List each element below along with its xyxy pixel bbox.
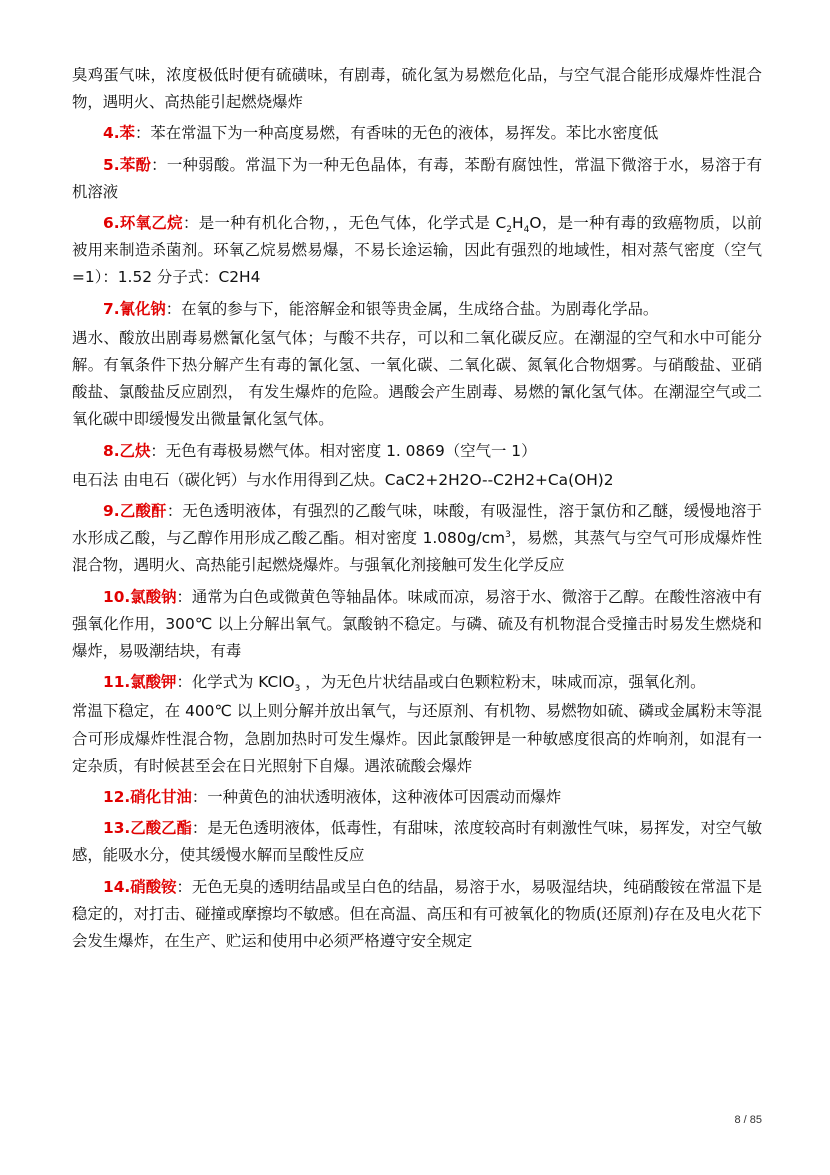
- item-heading: 11.氯酸钾: [103, 673, 177, 692]
- item-heading: 9.乙酸酐: [103, 502, 167, 521]
- item-heading: 10.氯酸钠: [103, 587, 177, 606]
- item-potassium-chlorate-extra: 常温下稳定，在 400℃ 以上则分解并放出氧气，与还原剂、有机物、易燃物如硫、磷或金属粉末等混合可形成爆炸性混合物，急剧加热时可发生爆炸。因此氯酸钾是一种敏感度很高的炸响剂，如混有一定杂质，有时候甚至会在日光照射下自爆。遇浓硫酸会爆炸: [72, 702, 762, 775]
- item-body: ：无色无臭的透明结晶或呈白色的结晶，易溶于水，易吸湿结块，纯硝酸铵在常温下是稳定的，对打击、碰撞或摩擦均不敏感。但在高温、高压和有可被氧化的物质(还原剂)存在及电火花下会发生爆炸，在生产、贮运和使用中必须严格遵守安全规定: [72, 877, 762, 951]
- unit-superscript: 3: [505, 530, 511, 541]
- item-body: ：化学式为 KClO: [176, 673, 295, 692]
- item-body: ：无色透明液体，有强烈的乙酸气味，味酸，有吸湿性，溶于氯仿和乙醚，缓慢地溶于水形成乙酸，与乙醇作用形成乙酸乙酯。相对密度 1.080g/cm: [72, 502, 762, 548]
- item-acetylene-extra: 电石法 由电石（碳化钙）与水作用得到乙炔。CaC2+2H2O--C2H2+Ca(OH)2: [72, 470, 614, 489]
- item-heading: 7.氰化钠: [103, 299, 166, 318]
- formula-subscript: 3: [294, 684, 301, 695]
- formula-subscript: 4: [523, 225, 530, 236]
- item-sodium-chlorate: [72, 584, 762, 666]
- item-body: ：无色有毒极易燃气体。相对密度 1. 0869（空气一 1）: [150, 441, 537, 460]
- item-heading: 4.苯: [103, 124, 135, 143]
- item-potassium-chlorate: [72, 669, 762, 696]
- item-heading: 13.乙酸乙酯: [103, 819, 192, 838]
- item-ethyl-acetate: [72, 815, 762, 869]
- item-body: ：一种黄色的油状透明液体，这种液体可因震动而爆炸: [191, 788, 562, 807]
- item-body: ：通常为白色或微黄色等轴晶体。味咸而凉，易溶于水、微溶于乙醇。在酸性溶液中有强氧化作用，300℃ 以上分解出氧气。氯酸钠不稳定。与磷、硫及有机物混合受撞击时易发生燃烧和爆炸，易吸潮结块，有毒: [72, 587, 762, 661]
- item-body: O，是一种有毒的致癌物质，以前被用来制造杀菌剂。环氧乙烷易燃易爆，不易长途运输，因此有强烈的地域性，相对蒸气密度（空气=1）：1.52 分子式：C2H4: [72, 214, 762, 287]
- item-body: ：在氧的参与下，能溶解金和银等贵金属，生成络合盐。为剧毒化学品。: [165, 299, 659, 318]
- item-heading: 6.环氧乙烷: [103, 214, 183, 233]
- item-body: H: [512, 214, 524, 233]
- item-acetylene: [72, 438, 762, 465]
- item-heading: 8.乙炔: [103, 441, 151, 460]
- item-heading: 14.硝酸铵: [103, 877, 177, 896]
- document-page: [72, 62, 762, 957]
- item-body: ，易燃，其蒸气与空气可形成爆炸性混合物，遇明火、高热能引起燃烧爆炸。与强氧化剂接触可发生化学反应: [72, 529, 762, 575]
- item-ammonium-nitrate: [72, 874, 762, 956]
- item-body: ，为无色片状结晶或白色颗粒粉末，味咸而凉，强氧化剂。: [300, 673, 706, 692]
- item-sodium-cyanide-extra: 遇水、酸放出剧毒易燃氰化氢气体；与酸不共存，可以和二氧化碳反应。在潮湿的空气和水中可能分解。有氧条件下热分解产生有毒的氰化氢、一氧化碳、二氧化碳、氮氧化合物烟雾。与硝酸盐、亚硝酸盐、氯酸盐反应剧烈， 有发生爆炸的危险。遇酸会产生剧毒、易燃的氰化氢气体。在潮湿空气或二氧化碳中即缓慢发出微量氰化氢气体。: [72, 328, 762, 429]
- item-body: ：苯在常温下为一种高度易燃，有香味的无色的液体，易挥发。苯比水密度低: [134, 124, 659, 143]
- item-heading: 5.苯酚: [103, 155, 152, 174]
- item-benzene: [72, 120, 762, 147]
- item-body: ：是一种有机化合物，，无色气体，化学式是 C: [182, 214, 507, 233]
- formula-subscript: 2: [506, 225, 513, 236]
- item-ethylene-oxide: [72, 210, 762, 292]
- item-phenol: [72, 152, 762, 206]
- item-sodium-cyanide: [72, 296, 762, 323]
- item-nitroglycerin: [72, 784, 762, 811]
- item-body: ：是无色透明液体，低毒性，有甜味，浓度较高时有刺激性气味，易挥发，对空气敏感，能吸水分，使其缓慢水解而呈酸性反应: [72, 819, 762, 865]
- page-number: 8 / 85: [734, 1114, 762, 1126]
- intro-paragraph: 臭鸡蛋气味，浓度极低时便有硫磺味，有剧毒，硫化氢为易燃危化品，与空气混合能形成爆炸性混合物，遇明火、高热能引起燃烧爆炸: [72, 66, 762, 112]
- item-heading: 12.硝化甘油: [103, 788, 192, 807]
- item-acetic-anhydride: [72, 498, 762, 580]
- item-body: ：一种弱酸。常温下为一种无色晶体，有毒，苯酚有腐蚀性，常温下微溶于水，易溶于有机溶液: [72, 155, 762, 201]
